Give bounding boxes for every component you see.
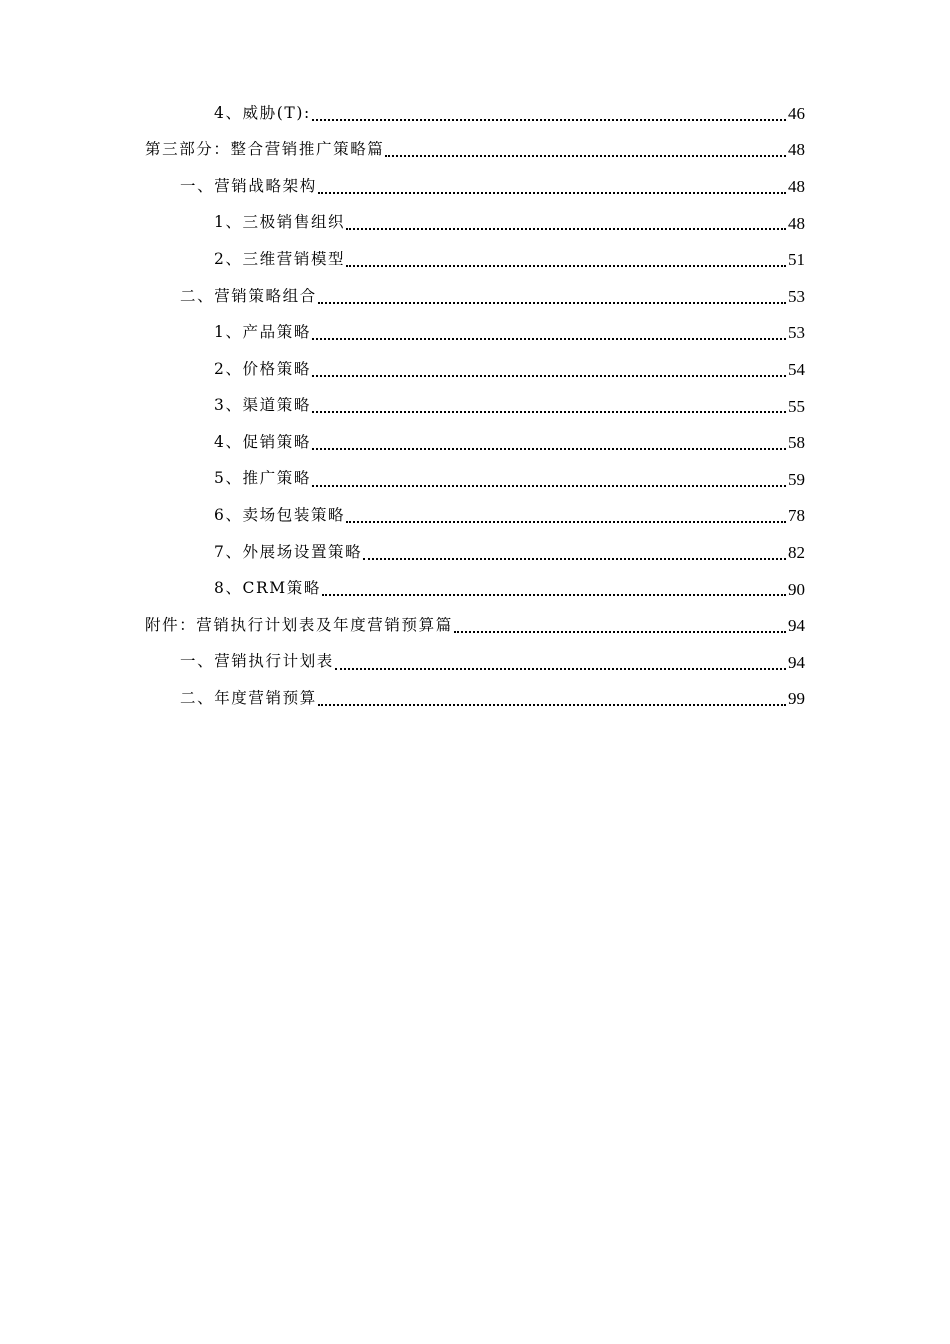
toc-entry-title: 4、促销策略 (214, 432, 311, 451)
toc-dot-leader (363, 557, 786, 560)
toc-entry-title: 4、威胁(T): (214, 103, 311, 122)
toc-entry-title: 1、产品策略 (214, 323, 311, 342)
toc-dot-leader (312, 447, 786, 450)
toc-entry-execution-plan[interactable] (0, 644, 950, 681)
toc-entry-exhibition-setup-strategy[interactable] (0, 534, 950, 571)
toc-entry-title: 8、CRM策略 (214, 579, 321, 598)
toc-dot-leader (312, 484, 786, 487)
toc-entry-title: 2、三维营销模型 (214, 249, 346, 268)
toc-dot-leader (312, 410, 786, 413)
toc-dot-leader (312, 118, 786, 121)
toc-entry-crm-strategy[interactable] (0, 571, 950, 608)
table-of-contents (0, 95, 950, 717)
toc-entry-page: 46 (788, 103, 805, 123)
toc-entry-title: 第三部分：整合营销推广策略篇 (145, 140, 385, 159)
toc-entry-page: 55 (788, 396, 805, 416)
toc-entry-title: 一、营销执行计划表 (180, 652, 334, 671)
toc-entry-title: 附件：营销执行计划表及年度营销预算篇 (145, 615, 453, 634)
toc-entry-title: 7、外展场设置策略 (214, 542, 363, 561)
toc-entry-title: 6、卖场包装策略 (214, 506, 346, 525)
toc-entry-threats[interactable] (0, 95, 950, 132)
toc-entry-title: 二、年度营销预算 (180, 689, 317, 708)
toc-dot-leader (318, 301, 786, 304)
toc-dot-leader (346, 520, 786, 523)
toc-entry-page: 94 (788, 652, 805, 672)
toc-entry-page: 51 (788, 250, 805, 270)
toc-entry-page: 58 (788, 433, 805, 453)
toc-entry-page: 54 (788, 359, 805, 379)
toc-dot-leader (318, 703, 786, 706)
toc-entry-marketing-mix[interactable] (0, 278, 950, 315)
toc-entry-marketing-model[interactable] (0, 241, 950, 278)
toc-entry-title: 5、推广策略 (214, 469, 311, 488)
toc-entry-page: 59 (788, 469, 805, 489)
toc-dot-leader (346, 264, 786, 267)
toc-entry-page: 53 (788, 323, 805, 343)
toc-entry-promotion-strategy[interactable] (0, 424, 950, 461)
toc-entry-page: 90 (788, 579, 805, 599)
toc-dot-leader (312, 337, 786, 340)
toc-entry-page: 82 (788, 542, 805, 562)
toc-entry-page: 48 (788, 140, 805, 160)
toc-dot-leader (312, 374, 786, 377)
toc-dot-leader (346, 227, 786, 230)
toc-dot-leader (318, 191, 786, 194)
toc-entry-annual-budget[interactable] (0, 681, 950, 718)
toc-entry-page: 48 (788, 176, 805, 196)
toc-entry-title: 1、三极销售组织 (214, 213, 346, 232)
toc-dot-leader (385, 154, 786, 157)
toc-entry-appendix[interactable] (0, 607, 950, 644)
toc-entry-channel-strategy[interactable] (0, 388, 950, 425)
toc-entry-page: 99 (788, 689, 805, 709)
toc-entry-product-strategy[interactable] (0, 315, 950, 352)
toc-entry-store-packaging-strategy[interactable] (0, 498, 950, 535)
toc-entry-marketing-strategy-framework[interactable] (0, 168, 950, 205)
toc-entry-price-strategy[interactable] (0, 351, 950, 388)
toc-entry-publicity-strategy[interactable] (0, 461, 950, 498)
toc-entry-sales-organization[interactable] (0, 205, 950, 242)
toc-entry-part-three[interactable] (0, 132, 950, 169)
toc-entry-page: 48 (788, 213, 805, 233)
toc-dot-leader (322, 593, 786, 596)
toc-entry-title: 2、价格策略 (214, 359, 311, 378)
toc-dot-leader (454, 630, 786, 633)
toc-entry-page: 94 (788, 616, 805, 636)
toc-entry-title: 二、营销策略组合 (180, 286, 317, 305)
toc-entry-title: 3、渠道策略 (214, 396, 311, 415)
toc-dot-leader (335, 667, 786, 670)
toc-entry-title: 一、营销战略架构 (180, 176, 317, 195)
toc-entry-page: 78 (788, 506, 805, 526)
toc-entry-page: 53 (788, 286, 805, 306)
